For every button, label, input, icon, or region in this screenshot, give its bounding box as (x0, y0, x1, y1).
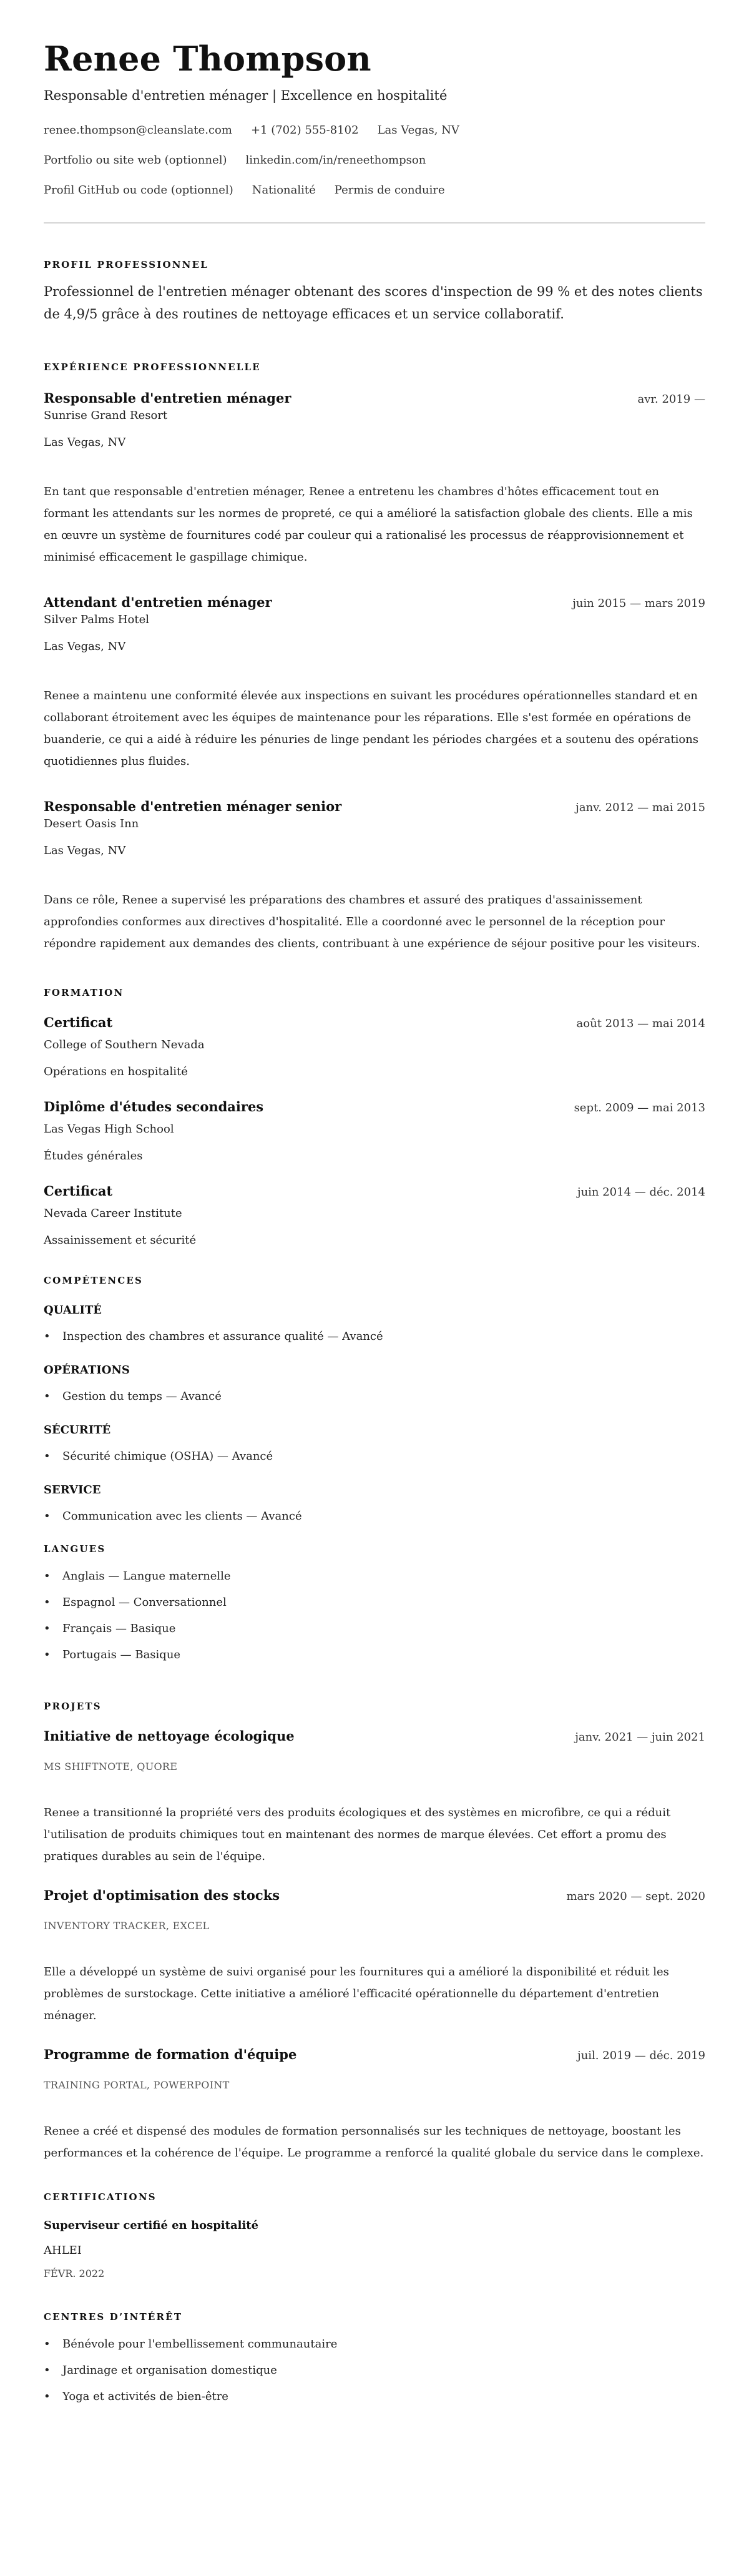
education-school: Las Vegas High School (44, 1123, 174, 1136)
project-dates: janv. 2021 — juin 2021 (575, 1731, 705, 1744)
summary-text: Professionnel de l'entretien ménager obtenant des scores d'inspection de 99 % et des notes clients de 4,9/5 grâce à des routines de nettoyage efficaces et un service collaboratif. (44, 284, 703, 322)
job-company: Desert Oasis Inn (44, 817, 139, 830)
summary-section (44, 258, 705, 325)
job-company: Silver Palms Hotel (44, 613, 149, 626)
education-entry (44, 1098, 705, 1164)
education-degree: Certificat (44, 1015, 113, 1030)
education-degree: Certificat (44, 1183, 113, 1199)
project-entry (44, 1727, 705, 1867)
skill-list (44, 1389, 705, 1405)
section-title-interests: CENTRES D’INTÉRÊT (44, 2311, 183, 2323)
interest-item: • Bénévole pour l'embellissement communautaire (44, 2336, 705, 2352)
education-entry (44, 1013, 705, 1080)
project-entry (44, 1886, 705, 2027)
interest-item: • Yoga et activités de bien-être (44, 2389, 705, 2405)
skill-category (44, 1362, 705, 1405)
section-title-projects: PROJETS (44, 1701, 102, 1712)
skill-item: • Inspection des chambres et assurance qualité — Avancé (44, 1329, 705, 1345)
header-divider (44, 222, 705, 224)
education-dates: août 2013 — mai 2014 (576, 1017, 705, 1030)
language-item: • Anglais — Langue maternelle (44, 1568, 705, 1585)
languages-section (44, 1542, 705, 1663)
section-title-skills: COMPÉTENCES (44, 1275, 144, 1286)
job-dates: janv. 2012 — mai 2015 (575, 801, 705, 814)
project-tech: MS SHIFTNOTE, QUORE (44, 1761, 178, 1772)
education-field: Études générales (44, 1149, 143, 1163)
job-title: Responsable d'entretien ménager (44, 390, 291, 406)
certification-entry (44, 2218, 705, 2281)
skills-section (44, 1274, 705, 1525)
job-description: Dans ce rôle, Renee a supervisé les préparations des chambres et assuré des pratiques d'assainissement approfondies conformes aux directives d'hospitalité. Elle a coordonné avec le personnel de la réception pour répondre rapidement aux demandes des clients, contribuant à une expérience de séjour positive pour les visiteurs. (44, 893, 700, 950)
interests-section (44, 2310, 705, 2405)
education-dates: juin 2014 — déc. 2014 (577, 1186, 705, 1199)
contact-phone[interactable]: +1 (702) 555-8102 (250, 124, 359, 137)
skill-category-name: OPÉRATIONS (44, 1364, 130, 1377)
project-title: Projet d'optimisation des stocks (44, 1887, 280, 1903)
section-title-certifications: CERTIFICATIONS (44, 2191, 157, 2203)
skill-list (44, 1329, 705, 1345)
language-item: • Français — Basique (44, 1621, 705, 1637)
skill-item: • Sécurité chimique (OSHA) — Avancé (44, 1448, 705, 1465)
education-entry (44, 1182, 705, 1249)
contact-github[interactable]: Profil GitHub ou code (optionnel) (44, 184, 233, 197)
contact-linkedin[interactable]: linkedin.com/in/reneethompson (245, 154, 426, 167)
language-item: • Espagnol — Conversationnel (44, 1595, 705, 1611)
candidate-name: Renee Thompson (44, 39, 371, 79)
certification-date: FÉVR. 2022 (44, 2268, 105, 2279)
experience-entry (44, 797, 705, 955)
interest-list (44, 2336, 705, 2405)
project-tech: INVENTORY TRACKER, EXCEL (44, 1920, 210, 1932)
experience-entry (44, 593, 705, 772)
section-title-summary: PROFIL PROFESSIONNEL (44, 259, 208, 270)
project-dates: mars 2020 — sept. 2020 (566, 1890, 705, 1903)
experience-entry (44, 389, 705, 568)
job-title: Responsable d'entretien ménager senior (44, 799, 342, 814)
skill-item: • Gestion du temps — Avancé (44, 1389, 705, 1405)
certification-name: Superviseur certifié en hospitalité (44, 2219, 259, 2232)
interest-item: • Jardinage et organisation domestique (44, 2362, 705, 2379)
project-title: Initiative de nettoyage écologique (44, 1728, 295, 1744)
skill-category-name: QUALITÉ (44, 1304, 102, 1317)
section-title-languages: LANGUES (44, 1543, 106, 1555)
education-section (44, 986, 705, 1249)
contact-nationality: Nationalité (252, 184, 316, 197)
candidate-headline: Responsable d'entretien ménager | Excellence en hospitalité (44, 88, 448, 103)
job-location: Las Vegas, NV (44, 844, 126, 857)
certification-issuer: AHLEI (44, 2244, 82, 2257)
contact-email[interactable]: renee.thompson@cleanslate.com (44, 124, 232, 137)
skill-category (44, 1302, 705, 1345)
skill-list (44, 1508, 705, 1525)
project-tech: TRAINING PORTAL, POWERPOINT (44, 2079, 230, 2091)
contact-location: Las Vegas, NV (377, 124, 459, 137)
contact-row-2 (44, 152, 705, 169)
job-company: Sunrise Grand Resort (44, 409, 168, 422)
project-description: Elle a développé un système de suivi organisé pour les fournitures qui a amélioré la disponibilité et réduit les problèmes de surstockage. Cette initiative a amélioré l'efficacité opérationnelle du département d'entretien ménager. (44, 1965, 669, 2022)
project-dates: juil. 2019 — déc. 2019 (577, 2049, 705, 2062)
project-description: Renee a transitionné la propriété vers des produits écologiques et des systèmes en microfibre, ce qui a réduit l'utilisation de produits chimiques tout en maintenant des normes de marque élevées. Cet effort a promu des pratiques durables au sein de l'équipe. (44, 1806, 671, 1863)
skill-category (44, 1422, 705, 1465)
section-title-experience: EXPÉRIENCE PROFESSIONNELLE (44, 361, 261, 373)
language-item: • Portugais — Basique (44, 1647, 705, 1663)
education-field: Assainissement et sécurité (44, 1234, 197, 1247)
skill-category-name: SÉCURITÉ (44, 1423, 111, 1437)
skill-category (44, 1482, 705, 1525)
job-description: En tant que responsable d'entretien ménager, Renee a entretenu les chambres d'hôtes efficacement tout en formant les attendants sur les normes de propreté, ce qui a amélioré la satisfaction globale des clients. Elle a mis en œuvre un système de fournitures codé par couleur qui a rationalisé les processus de réapprovisionnement et minimisé efficacement le gaspillage chimique. (44, 485, 693, 564)
education-degree: Diplôme d'études secondaires (44, 1099, 264, 1114)
language-list (44, 1568, 705, 1663)
education-school: Nevada Career Institute (44, 1207, 182, 1220)
job-title: Attendant d'entretien ménager (44, 594, 272, 610)
certifications-section (44, 2190, 705, 2281)
job-description: Renee a maintenu une conformité élevée aux inspections en suivant les procédures opérationnelles standard et en collaborant étroitement avec les équipes de maintenance pour les réparations. Elle s'est formée en opérations de buanderie, ce qui a aidé à réduire les pénuries de linge pendant les périodes chargées et a soutenu des opérations quotidiennes plus fluides. (44, 689, 699, 768)
skill-list (44, 1448, 705, 1465)
contact-driving-license: Permis de conduire (334, 184, 445, 197)
job-dates: juin 2015 — mars 2019 (572, 597, 705, 610)
project-description: Renee a créé et dispensé des modules de formation personnalisés sur les techniques de nettoyage, boostant les performances et la cohérence de l'équipe. Le programme a renforcé la qualité globale du service dans le complexe. (44, 2125, 704, 2160)
contact-row-1 (44, 122, 705, 139)
education-school: College of Southern Nevada (44, 1038, 205, 1051)
section-title-education: FORMATION (44, 987, 124, 998)
education-dates: sept. 2009 — mai 2013 (574, 1101, 705, 1114)
skill-item: • Communication avec les clients — Avancé (44, 1508, 705, 1525)
education-field: Opérations en hospitalité (44, 1065, 188, 1078)
job-dates: avr. 2019 — (637, 393, 705, 406)
job-location: Las Vegas, NV (44, 640, 126, 653)
job-location: Las Vegas, NV (44, 436, 126, 449)
experience-section (44, 360, 705, 955)
project-entry (44, 2045, 705, 2164)
resume-header (44, 39, 705, 224)
contact-row-3 (44, 182, 705, 199)
project-title: Programme de formation d'équipe (44, 2047, 297, 2062)
skill-category-name: SERVICE (44, 1483, 101, 1497)
projects-section (44, 1699, 705, 2164)
contact-portfolio[interactable]: Portfolio ou site web (optionnel) (44, 154, 227, 167)
